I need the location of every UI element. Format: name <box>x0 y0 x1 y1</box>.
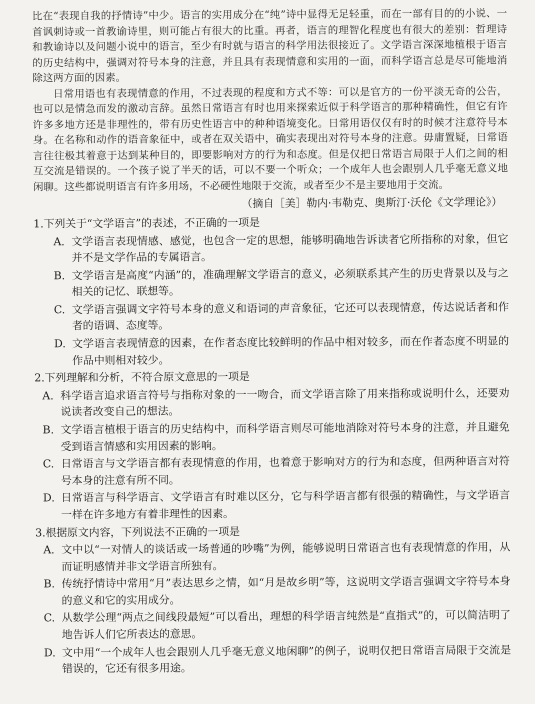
passage-paragraph: 比在“表现自我的抒情诗”中少。语言的实用成分在“纯”诗中显得无足轻重，而在一部有目的的小说、一首讽刺诗或一首教谕诗里，则可能占有很大的比重。再者，语言的理智化程度也有很大的差别：哲理诗和教谕诗以及问题小说中的语言，至少有时就与语言的科学用法很接近了。文学语言深深地植根于语言的历史结构中，强调对符号本身的注意，并且具有表现情意和实用的一面，而科学语言总是尽可能地消除这两方面的因素。 <box>32 7 508 85</box>
option-letter: C. <box>43 611 56 625</box>
option-text: 日常语言与文学语言都有表现情意的作用，也着意于影响对方的行为和态度，但两种语言对符号本身的注意有所不同。 <box>60 454 510 487</box>
option-text: 从数学公理“两点之间线段最短”可以看出，理想的科学语言纯然是“直指式”的，可以简洁明了地告诉人们它所表达的意思。 <box>61 608 511 642</box>
option-list <box>34 385 510 524</box>
question-stem <box>34 368 509 387</box>
option-b[interactable] <box>34 265 509 301</box>
question-number: 1. <box>33 217 44 231</box>
option-letter: D. <box>42 491 55 505</box>
option-text: 科学语言追求语言符号与指称对象的一一吻合，而文学语言除了用来指称或说明什么，还要劝说读者改变自己的想法。 <box>60 386 510 419</box>
option-text: 文学语言是高度“内涵”的，准确理解文学语言的意义，必须联系其产生的历史背景以及与之相关的记忆、联想等。 <box>71 266 509 299</box>
option-letter: B. <box>53 268 66 282</box>
option-a[interactable] <box>35 540 510 576</box>
option-c[interactable] <box>36 608 511 644</box>
option-letter: D. <box>43 645 56 659</box>
option-d[interactable] <box>35 488 510 524</box>
question-text: 下列理解和分析，不符合原文意思的一项是 <box>44 370 250 385</box>
option-text: 传统抒情诗中常用“月”表达思乡之情，如“月是故乡明”等，这说明文学语言强调文字符号本身的意义和它的实用成分。 <box>61 574 511 608</box>
option-c[interactable] <box>35 454 510 490</box>
option-text: 文中以“一对情人的谈话或一场普通的吵嘴”为例，能够说明日常语言也有表现情意的作用，从而证明感情并非文学语言所独有。 <box>61 540 511 573</box>
question-stem <box>35 522 510 541</box>
reading-passage <box>32 7 508 196</box>
passage-source: （摘自［美］勒内·韦勒克、奥斯汀·沃伦《文学理论》） <box>241 195 503 211</box>
option-letter: D. <box>54 337 66 351</box>
option-d[interactable] <box>36 642 511 678</box>
question-number: 3. <box>35 525 46 539</box>
question-text: 下列关于“文学语言”的表述，不正确的一项是 <box>43 216 260 231</box>
option-letter: B. <box>43 577 55 591</box>
option-letter: C. <box>42 457 55 471</box>
option-letter: C. <box>53 303 66 317</box>
option-b[interactable] <box>35 419 510 455</box>
option-text: 文学语言表现情感、感觉，也包含一定的思想，能够明确地告诉读者它所指称的对象，但它并不是文学作品的专属语言。 <box>71 232 509 265</box>
option-list <box>35 540 511 679</box>
option-text: 文学语言表现情意的因素，在作者态度比较鲜明的作品中相对较多，而在作者态度不明显的作品中则相对较少。 <box>72 334 510 367</box>
option-letter: A. <box>43 543 55 557</box>
option-text: 文学语言强调文字符号本身的意义和语词的声音象征，它还可以表现情意，传达说话者和作者的语调、态度等。 <box>71 300 509 333</box>
question-2 <box>34 368 510 524</box>
option-b[interactable] <box>36 574 511 610</box>
option-letter: A. <box>42 389 54 403</box>
option-letter: A. <box>53 234 65 248</box>
option-text: 文学语言植根于语言的历史结构中，而科学语言则尽可能地消除对符号本身的注意，并且避免受到语言情感和实用因素的影响。 <box>60 420 510 453</box>
option-c[interactable] <box>34 299 509 335</box>
question-text: 根据原文内容，下列说法不正确的一项是 <box>45 524 240 539</box>
option-a[interactable] <box>33 231 508 267</box>
question-1 <box>33 214 509 370</box>
option-letter: B. <box>42 423 55 437</box>
option-list <box>33 231 509 370</box>
question-3 <box>35 522 511 678</box>
question-number: 2. <box>34 371 45 385</box>
option-d[interactable] <box>34 334 509 370</box>
passage-paragraph: 日常用语也有表现情意的作用，不过表现的程度和方式不等：可以是官方的一份平淡无奇的公告，也可以是情急而发的激动言辞。虽然日常语言有时也用来探索近似于科学语言的那种精确性，但它有许许多多地方还是非理性的，带有历史性语言中的种种语境变化。日常用语仅仅有时的时候才注意符号本身。在名称和动作的语音象征中，或者在双关语中，确实表现出对符号本身的注意。毋庸置疑，日常语言往往极其着意于达到某种目的，即要影响对方的行为和态度。但是仅把日常语言局限于人们之间的相互交流是错误的。一个孩子说了半天的话，可以不要一个听众；一个成年人也会跟别人几乎毫无意义地闲聊。这些都说明语言有许多用场，不必硬性地限于交流，或者至少不是主要地用于交流。 <box>32 85 509 193</box>
option-a[interactable] <box>34 385 509 421</box>
option-text: 日常语言与科学语言、文学语言有时难以区分，它与科学语言都有很强的精确性，与文学语言一样在许多地方有着非理性的因素。 <box>60 488 511 522</box>
option-text: 文中用“一个成年人也会跟别人几乎毫无意义地闲聊”的例子，说明仅把日常语言局限于交流是错误的，它还有很多用途。 <box>61 643 512 676</box>
question-stem <box>33 214 508 233</box>
